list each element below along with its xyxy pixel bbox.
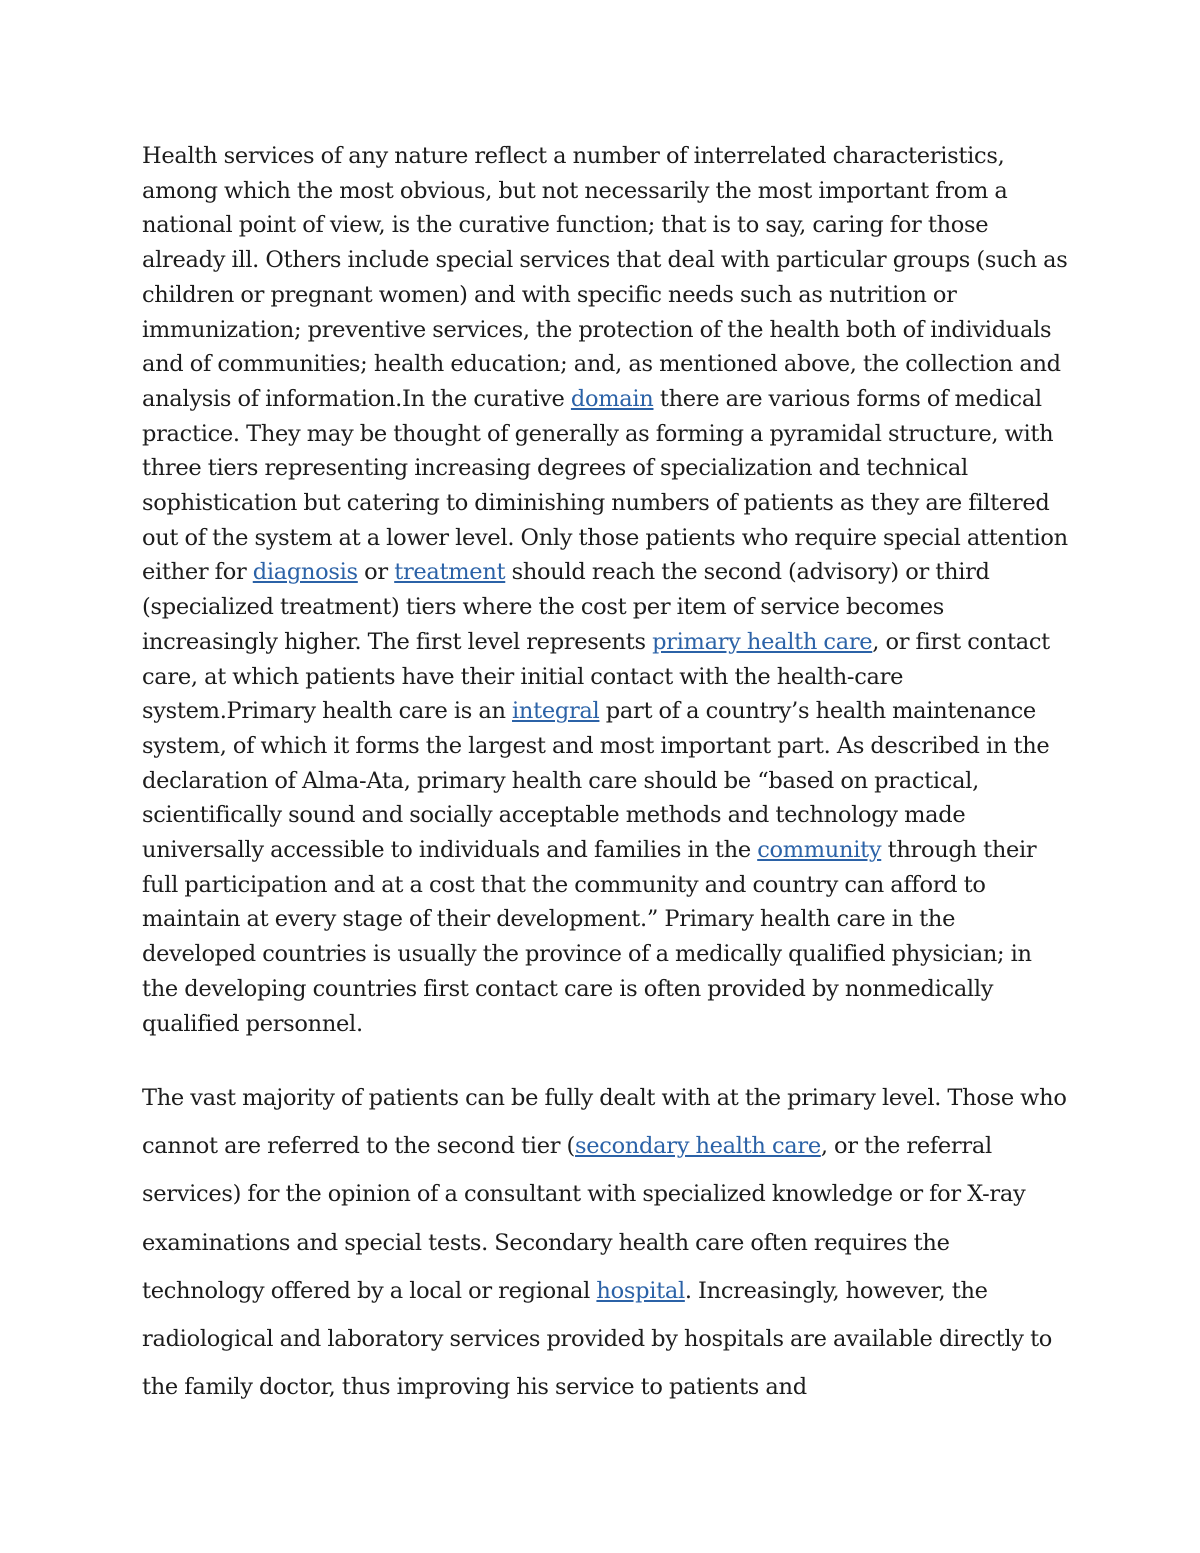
link-integral[interactable]: integral — [512, 698, 600, 725]
text-run: part of a country’s health maintenance system, of which it forms the largest and most important part. As described in the declaration of Alma-Ata, primary health care should be “based on practical, scientifically sound and socially acceptable methods and technology made universally accessible to individuals and families in the — [142, 698, 1050, 864]
text-run: The vast majority of patients can be fully dealt with at the primary level. Those who cannot are referred to the second tier ( — [142, 1085, 1067, 1160]
text-run: or — [357, 559, 395, 586]
text-run: there are various forms of medical practice. They may be thought of generally as forming a pyramidal structure, with three tiers representing increasing degrees of specialization and technical sophistication but catering to diminishing numbers of patients as they are filtered out of the system at a lower level. Only those patients who require special attention either for — [142, 385, 1068, 586]
text-run: should reach the second (advisory) or third (specialized treatment) tiers where the cost per item of service becomes increasingly higher. The first level represents — [142, 559, 990, 655]
text-run: . Increasingly, however, the radiological and laboratory services provided by hospitals are available directly to the family doctor, thus improving his service to patients and — [142, 1277, 1053, 1401]
paragraph-text — [142, 139, 1072, 1041]
paragraph-text — [142, 1074, 1072, 1411]
link-domain[interactable]: domain — [570, 385, 654, 412]
text-run: , or the referral services) for the opinion of a consultant with specialized knowledge or for X-ray examinations and special tests. Secondary health care often requires the technology offered by a local or regional — [142, 1133, 1026, 1304]
link-diagnosis[interactable]: diagnosis — [252, 559, 358, 586]
paragraph-health-services — [142, 139, 1072, 1041]
link-treatment[interactable]: treatment — [394, 559, 506, 586]
text-run: , or first contact care, at which patients have their initial contact with the health-care system.Primary health care is an — [142, 628, 1050, 725]
link-primary-health-care[interactable]: primary health care — [652, 628, 873, 655]
link-hospital[interactable]: hospital — [596, 1277, 685, 1304]
paragraph-referral — [142, 1074, 1072, 1411]
text-run: through their full participation and at a cost that the community and country can afford to maintain at every stage of their development.” Primary health care in the developed countries is usually the province of a medically qualified physician; in the developing countries first contact care is often provided by nonmedically qualified personnel. — [142, 837, 1037, 1037]
link-community[interactable]: community — [757, 837, 882, 864]
link-secondary-health-care[interactable]: secondary health care — [575, 1133, 821, 1160]
text-run: Health services of any nature reflect a number of interrelated characteristics, among which the most obvious, but not necessarily the most important from a national point of view, is the curative function; that is to say, caring for those already ill. Others include special services that deal with particular groups (such as children or pregnant women) and with specific needs such as nutrition or immunization; preventive services, the protection of the health both of individuals and of communities; health education; and, as mentioned above, the collection and analysis of information.In the curative — [142, 143, 1068, 412]
